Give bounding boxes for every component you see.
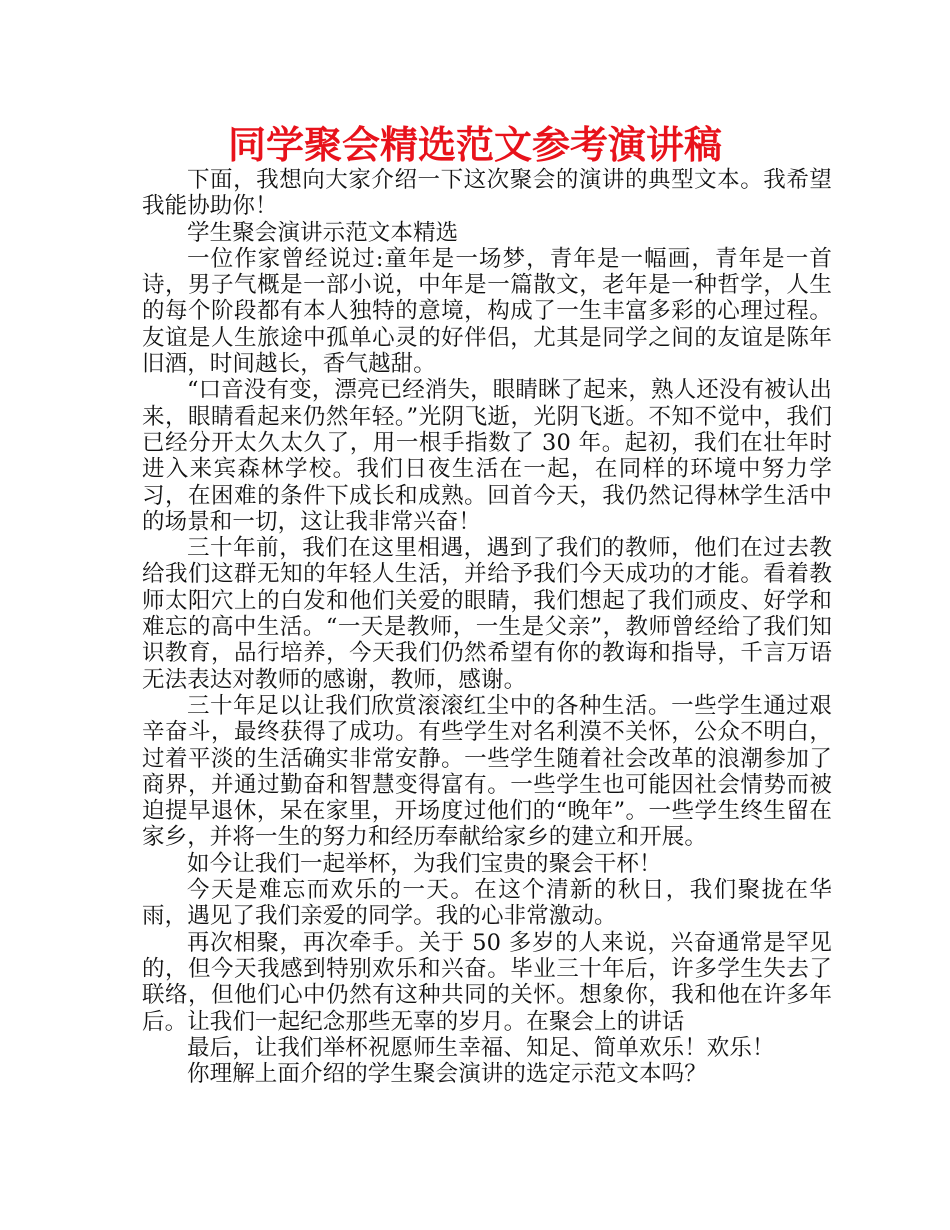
paragraph-thirty-years-ago: 三十年前，我们在这里相遇，遇到了我们的教师，他们在过去教给我们这群无知的年轻人生活，并给予我们今天成功的才能。看着教师太阳穴上的白发和他们关爱的眼睛，我们想起了我们顽皮、好学和难忘的高中生活。“一天是教师，一生是父亲”，教师曾经给了我们知识教育，品行培养，今天我们仍然希望有你的教诲和指导，千言万语无法表达对教师的感谢，教师，感谢。 [142,535,832,693]
paragraph-thirty-years-life: 三十年足以让我们欣赏滚滚红尘中的各种生活。一些学生通过艰辛奋斗，最终获得了成功。有些学生对名利漠不关怀，公众不明白，过着平淡的生活确实非常安静。一些学生随着社会改革的浪潮参加了商界，并通过勤奋和智慧变得富有。一些学生也可能因社会情势而被迫提早退休，呆在家里，开场度过他们的“晚年”。一些学生终生留在家乡，并将一生的努力和经历奉献给家乡的建立和开展。 [142,692,832,851]
document-body [142,167,832,1087]
paragraph-writer-quote: 一位作家曾经说过:童年是一场梦，青年是一幅画，青年是一首诗，男子气概是一部小说，中年是一篇散文，老年是一种哲学，人生的每个阶段都有本人独特的意境，构成了一生丰富多彩的心理过程。友谊是人生旅途中孤单心灵的好伴侣，尤其是同学之间的友谊是陈年旧酒，时间越长，香气越甜。 [142,245,832,378]
paragraph-finally: 最后，让我们举杯祝愿师生幸福、知足、简单欢乐！欢乐！ [187,1034,775,1061]
paragraph-reunion: 再次相聚，再次牵手。关于 50 多岁的人来说，兴奋通常是罕见的，但今天我感到特别欢乐和兴奋。毕业三十年后，许多学生失去了联络，但他们心中仍然有这种共同的关怀。想象你，我和他在许多年后。让我们一起纪念那些无辜的岁月。在聚会上的讲话 [142,929,832,1035]
paragraph-toast: 如今让我们一起举杯，为我们宝贵的聚会干杯！ [187,850,662,877]
paragraph-subheading: 学生聚会演讲示范文本精选 [187,219,459,246]
paragraph-today: 今天是难忘而欢乐的一天。在这个清新的秋日，我们聚拢在华雨，遇见了我们亲爱的同学。我的心非常激动。 [142,877,832,930]
paragraph-closing-question: 你理解上面介绍的学生聚会演讲的选定示范文本吗？ [187,1061,707,1088]
paragraph-accent-unchanged: “口音没有变，漂亮已经消失，眼睛眯了起来，熟人还没有被认出来，眼睛看起来仍然年轻。”光阴飞逝，光阴飞逝。不知不觉中，我们已经分开太久太久了，用一根手指数了 30 年。起初，我们在壮年时进入来宾森林学校。我们日夜生活在一起，在同样的环境中努力学习，在困难的条件下成长和成熟。回首今天，我仍然记得林学生活中的场景和一切，这让我非常兴奋！ [142,377,832,535]
paragraph-intro: 下面，我想向大家介绍一下这次聚会的演讲的典型文本。我希望我能协助你！ [142,167,832,220]
document-title: 同学聚会精选范文参考演讲稿 [227,123,722,167]
